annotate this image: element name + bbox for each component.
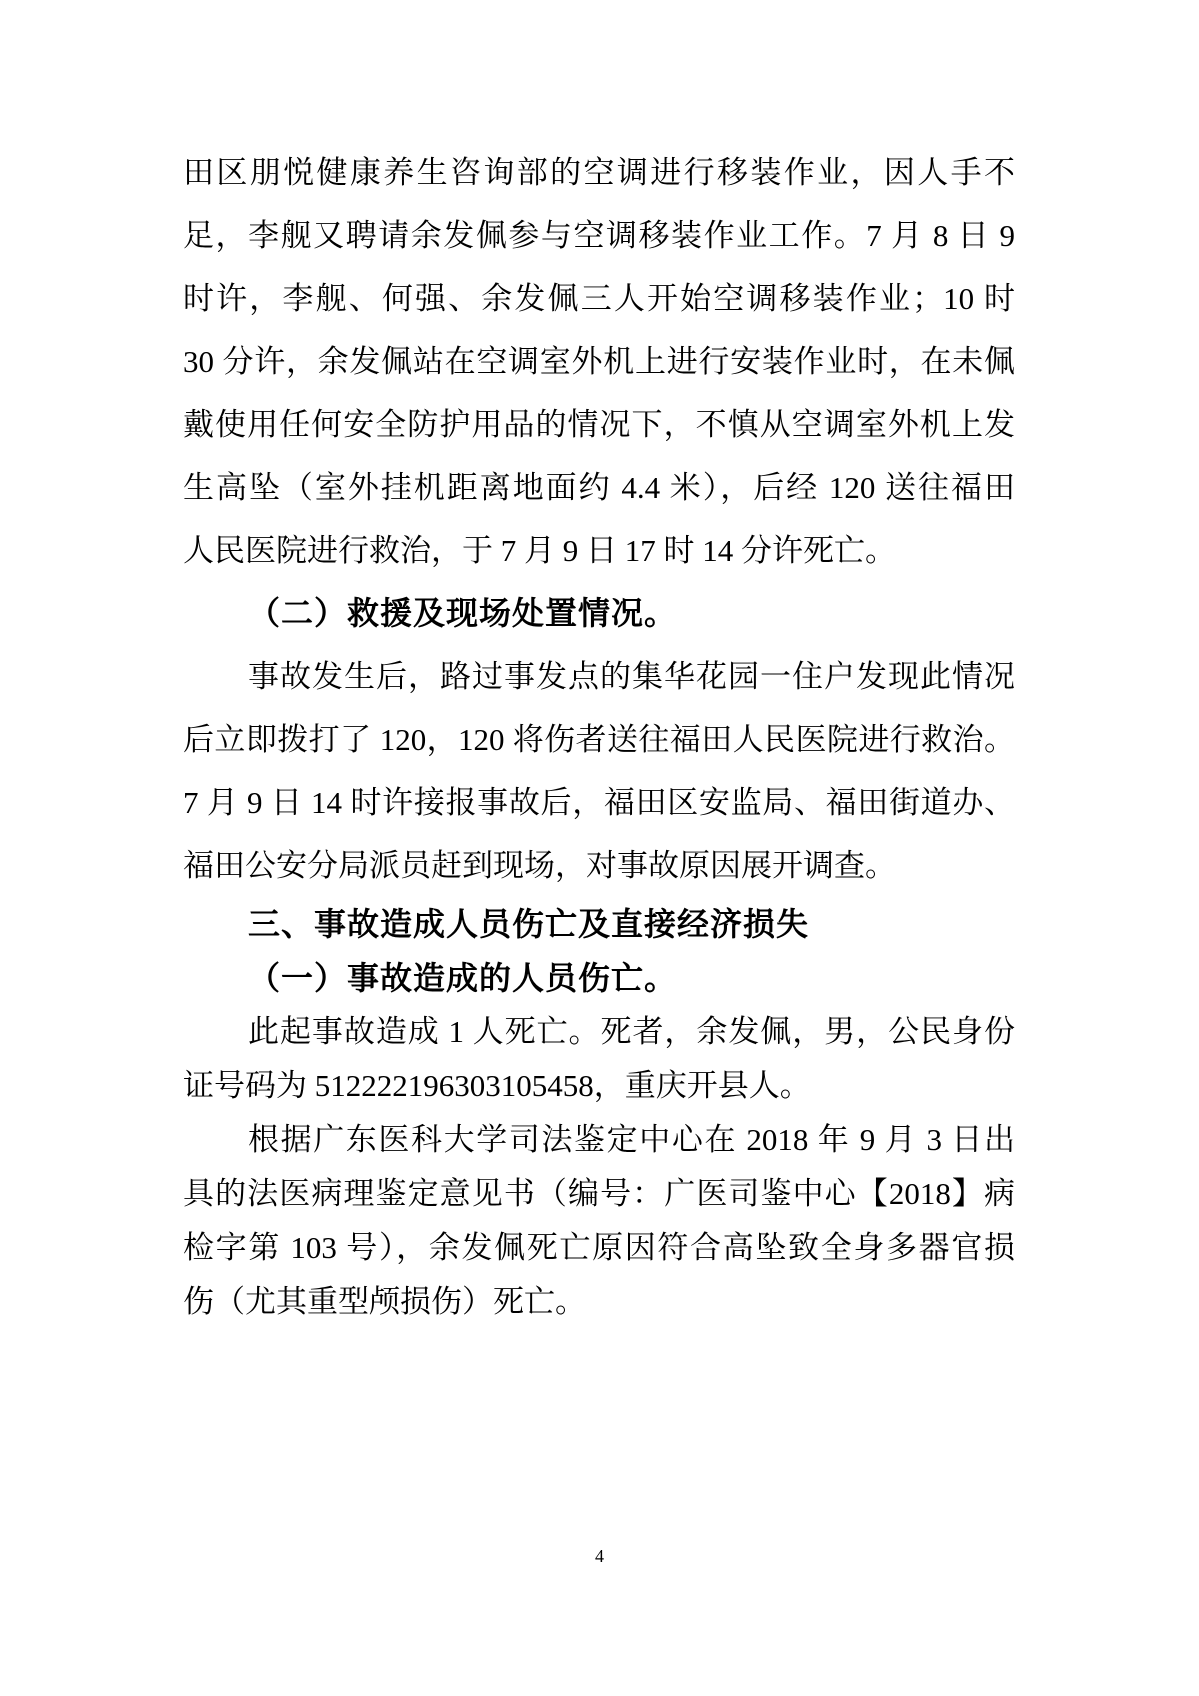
text-line: 证号码为 512222196303105458，重庆开县人。	[183, 1068, 811, 1103]
text-line: 人民医院进行救治，于 7 月 9 日 17 时 14 分许死亡。	[183, 533, 896, 568]
text-line: 检字第 103 号），余发佩死亡原因符合高坠致全身多器官损	[183, 1230, 1015, 1265]
document-body	[183, 141, 1015, 1329]
text-line: 生高坠（室外挂机距离地面约 4.4 米），后经 120 送往福田	[183, 470, 1015, 505]
text-line: 时许，李舰、何强、余发佩三人开始空调移装作业；10 时	[183, 281, 1015, 316]
text-line: 伤（尤其重型颅损伤）死亡。	[183, 1284, 586, 1319]
page-number: 4	[595, 1546, 604, 1566]
text-line: 具的法医病理鉴定意见书（编号：广医司鉴中心【2018】病	[183, 1176, 1015, 1211]
text-line: 田区朋悦健康养生咨询部的空调进行移装作业，因人手不	[183, 155, 1015, 190]
text-line: 足，李舰又聘请余发佩参与空调移装作业工作。7 月 8 日 9	[183, 218, 1015, 253]
text-line: 事故发生后，路过事发点的集华花园一住户发现此情况	[248, 659, 1015, 694]
chapter-3-heading: 三、事故造成人员伤亡及直接经济损失	[248, 906, 810, 942]
text-line: 根据广东医科大学司法鉴定中心在 2018 年 9 月 3 日出	[248, 1122, 1015, 1157]
text-line: 戴使用任何安全防护用品的情况下，不慎从空调室外机上发	[183, 407, 1015, 442]
lower-text-block	[183, 897, 1015, 1329]
section-3-1-heading: （一）事故造成的人员伤亡。	[248, 960, 678, 996]
section-2-heading: （二）救援及现场处置情况。	[248, 595, 678, 631]
text-line: 此起事故造成 1 人死亡。死者，余发佩，男，公民身份	[248, 1014, 1015, 1049]
upper-text-block	[183, 141, 1015, 897]
text-line: 30 分许，余发佩站在空调室外机上进行安装作业时，在未佩	[183, 344, 1015, 379]
text-line: 福田公安分局派员赶到现场，对事故原因展开调查。	[183, 848, 896, 883]
text-line: 后立即拨打了 120，120 将伤者送往福田人民医院进行救治。	[183, 722, 1015, 757]
text-line: 7 月 9 日 14 时许接报事故后，福田区安监局、福田街道办、	[183, 785, 1015, 820]
